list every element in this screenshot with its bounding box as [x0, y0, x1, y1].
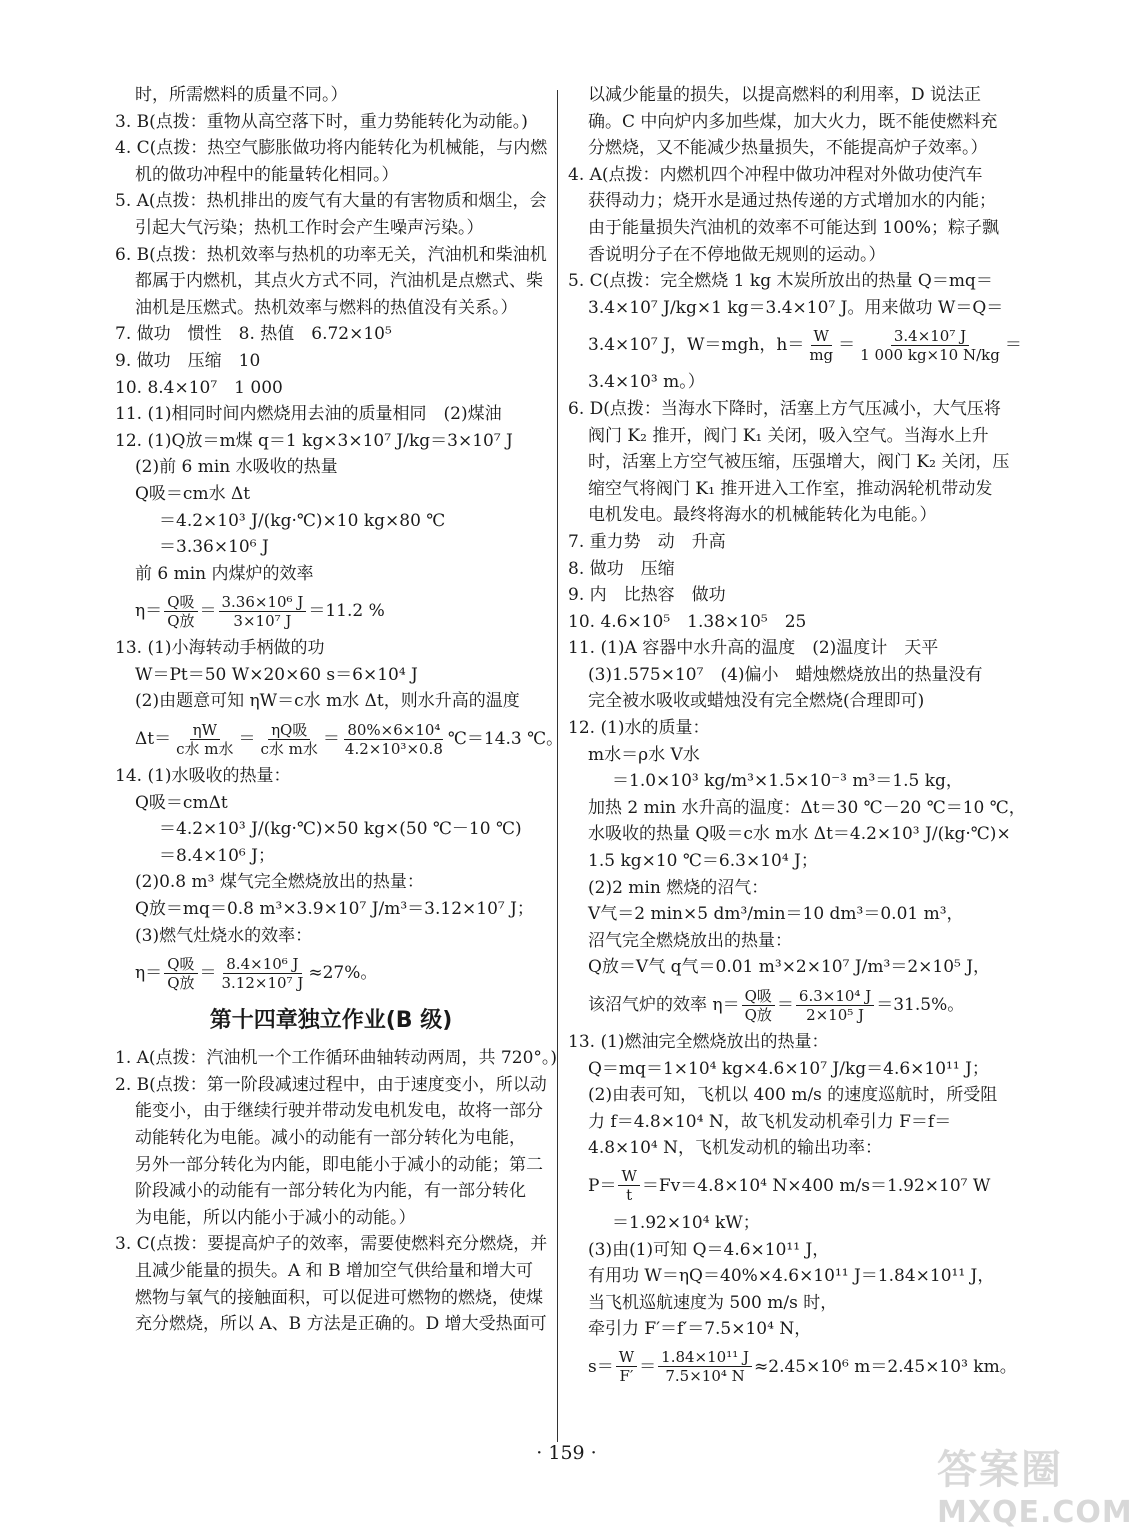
denominator: c水 m水 [260, 739, 318, 758]
formula-text: ＝ [199, 600, 217, 621]
formula-line: Q吸＝cmΔt [135, 792, 228, 813]
answer-item: 9. 内 比热容 做功 [568, 585, 726, 606]
text-line: 机的做功冲程中的能量转化相同。） [135, 164, 399, 185]
formula-text: η＝ [135, 962, 163, 983]
answer-item: 7. 做功 惯性 8. 热值 6.72×10⁵ [115, 324, 392, 345]
fraction [164, 955, 197, 992]
left-column [115, 82, 564, 1338]
answer-item: 6. D(点拨：当海水下降时，活塞上方气压减小，大气压将 [568, 398, 1001, 419]
text-line: 油机是压燃式。热机效率与燃料的热值没有关系。） [135, 297, 518, 318]
text-line: (2)2 min 燃烧的沼气： [588, 877, 769, 898]
formula-line: 3.4×10⁷ J/kg×1 kg＝3.4×10⁷ J。用来做功 W＝Q＝ [588, 297, 1004, 318]
formula-text: ≈27%。 [308, 962, 378, 983]
numerator: ηW [190, 721, 220, 740]
text-line: 香说明分子在不停地做无规则的运动。） [588, 244, 886, 265]
answer-item: 13. (1)燃油完全燃烧放出的热量： [568, 1032, 829, 1052]
formula-line: m水＝ρ水 V水 [588, 744, 700, 765]
column-divider [557, 90, 558, 1442]
answer-item: 3. C(点拨：要提高炉子的效率，需要使燃料充分燃烧，并 [115, 1234, 548, 1255]
denominator: 4.2×10³×0.8 [344, 739, 443, 758]
formula-text: ＝Fv＝4.8×10⁴ N×400 m/s＝1.92×10⁷ W [641, 1175, 991, 1196]
formula-line: V气＝2 min×5 dm³/min＝10 dm³＝0.01 m³， [588, 904, 964, 925]
formula-text: ＝31.5%。 [876, 994, 965, 1015]
formula-line: 牵引力 F′＝f′＝7.5×10⁴ N， [588, 1319, 812, 1340]
formula-line: ＝4.2×10³ J/(kg·℃)×10 kg×80 ℃ [159, 510, 446, 531]
answer-item: 4. C(点拨：热空气膨胀做功将内能转化为机械能，与内燃 [115, 138, 548, 159]
temperature-formula [115, 715, 563, 763]
formula-text: ＝ [1004, 335, 1022, 356]
text-line: (2)前 6 min 水吸收的热量 [135, 457, 338, 478]
text-line: 阶段减小的动能有一部分转化为内能，有一部分转化 [135, 1181, 526, 1202]
text-line: 4.8×10⁴ N，飞机发动机的输出功率： [588, 1138, 883, 1159]
numerator: ηQ吸 [268, 721, 310, 740]
answer-item: 14. (1)水吸收的热量： [115, 766, 291, 787]
numerator: Q吸 [164, 955, 197, 974]
answer-item: 7. 重力势 动 升高 [568, 531, 726, 552]
formula-line: 1.5 kg×10 ℃＝6.3×10⁴ J； [588, 851, 818, 872]
text-line: 动能转化为电能。减小的动能有一部分转化为电能， [135, 1128, 526, 1148]
answer-item: 3. B(点拨：重物从高空落下时，重力势能转化为动能。) [115, 111, 528, 132]
formula-line: Q放＝mq＝0.8 m³×3.9×10⁷ J/m³＝3.12×10⁷ J； [135, 899, 534, 920]
formula-text: η＝ [135, 600, 163, 621]
equals-sign: ＝ [838, 335, 856, 356]
fraction [173, 721, 236, 758]
text-line: 充分燃烧，所以 A、B 方法是正确的。D 增大受热面可 [135, 1314, 547, 1335]
denominator: Q放 [167, 611, 195, 630]
answer-item: 12. (1)Q放＝m煤 q＝1 kg×3×10⁷ J/kg＝3×10⁷ J [115, 430, 513, 451]
formula-line: ＝3.36×10⁶ J [159, 537, 269, 558]
numerator: 1.84×10¹¹ J [658, 1348, 752, 1367]
answer-item: 11. (1)A 容器中水升高的温度 (2)温度计 天平 [568, 638, 939, 659]
text-line: (3)由(1)可知 Q＝4.6×10¹¹ J， [588, 1239, 830, 1260]
fraction [258, 721, 321, 758]
text-line: 加热 2 min 水升高的温度：Δt＝30 ℃－20 ℃＝10 ℃， [588, 797, 1026, 818]
text-line: (3)燃气灶烧水的效率： [135, 925, 313, 946]
page-number: · 159 · [536, 1442, 597, 1464]
efficiency-formula [115, 587, 385, 635]
text-line: 时，活塞上方空气被压缩，压强增大，阀门 K₂ 关闭，压 [588, 452, 1010, 473]
fraction [164, 593, 197, 630]
text-line: (2)由题意可知 ηW＝c水 m水 Δt，则水升高的温度 [135, 691, 520, 712]
text-line: 引起大气污染；热机工作时会产生噪声污染。） [135, 217, 484, 238]
numerator: W [618, 1167, 639, 1186]
text-line: 获得动力；烧开水是通过热传递的方式增加水的内能； [588, 191, 996, 212]
numerator: Q吸 [164, 593, 197, 612]
denominator: mg [809, 345, 834, 364]
text-line: 时，所需燃料的质量不同。） [135, 85, 348, 105]
formula-line: ＝8.4×10⁶ J； [159, 845, 275, 866]
denominator: 1 000 kg×10 N/kg [860, 345, 1000, 364]
distance-formula [568, 1343, 1017, 1391]
formula-text: ＝11.2 % [308, 600, 385, 621]
text-line: (3)1.575×10⁷ (4)偏小 蜡烛燃烧放出的热量没有 [588, 664, 983, 685]
denominator: Q放 [167, 973, 195, 992]
equals-sign: ＝ [322, 728, 340, 749]
fraction [342, 721, 446, 758]
text-line: 完全被水吸收或蜡烛没有完全燃烧(合理即可) [588, 691, 925, 712]
text-line: 另外一部分转化为内能，即电能小于减小的动能；第二 [135, 1154, 543, 1175]
text-line: 当飞机巡航速度为 500 m/s 时， [588, 1292, 838, 1313]
answer-item: 5. C(点拨：完全燃烧 1 kg 木炭所放出的热量 Q＝mq＝ [568, 271, 993, 292]
numerator: W [616, 1348, 637, 1367]
formula-text: 该沼气炉的效率 η＝ [588, 994, 740, 1015]
fraction [219, 593, 307, 630]
formula-text: P＝ [588, 1175, 617, 1196]
text-line: 以减少能量的损失，以提高燃料的利用率，D 说法正 [588, 85, 982, 105]
power-formula [568, 1162, 990, 1210]
text-line: 燃物与氧气的接触面积，可以促进可燃物的燃烧，使煤 [135, 1287, 543, 1308]
watermark-url: MXQE.COM [937, 1495, 1133, 1530]
answer-item: 11. (1)相同时间内燃烧用去油的质量相同 (2)煤油 [115, 404, 502, 425]
text-line: 缩空气将阀门 K₁ 推开进入工作室，推动涡轮机带动发 [588, 478, 993, 499]
equals-sign: ＝ [639, 1356, 657, 1377]
equals-sign: ＝ [199, 962, 217, 983]
numerator: 6.3×10⁴ J [796, 987, 874, 1006]
text-line: 沼气完全燃烧放出的热量： [588, 930, 792, 951]
numerator: Q吸 [742, 987, 775, 1006]
denominator: 2×10⁵ J [806, 1005, 865, 1024]
efficiency-formula [568, 981, 964, 1029]
formula-text: ℃＝14.3 ℃。 [447, 728, 564, 749]
text-line: 确。C 中向炉内多加些煤，加大火力，既不能使燃料充 [588, 111, 998, 132]
text-line: 水吸收的热量 Q吸＝c水 m水 Δt＝4.2×10³ J/(kg·℃)× [588, 824, 1011, 845]
formula-line: ＝4.2×10³ J/(kg·℃)×50 kg×(50 ℃－10 ℃) [159, 819, 522, 840]
formula-line: Q放＝V气 q气＝0.01 m³×2×10⁷ J/m³＝2×10⁵ J， [588, 957, 991, 978]
numerator: 8.4×10⁶ J [223, 955, 301, 974]
formula-line: Q＝mq＝1×10⁴ kg×4.6×10⁷ J/kg＝4.6×10¹¹ J； [588, 1058, 989, 1079]
formula-line: 3.4×10³ m。） [588, 372, 705, 393]
formula-line: 有用功 W＝ηQ＝40%×4.6×10¹¹ J＝1.84×10¹¹ J， [588, 1266, 995, 1287]
formula-text: 3.4×10⁷ J，W＝mgh，h＝ [588, 335, 805, 356]
answer-item: 2. B(点拨：第一阶段减速过程中，由于速度变小，所以动 [115, 1074, 547, 1095]
numerator: 3.4×10⁷ J [891, 327, 969, 346]
denominator: t [626, 1186, 633, 1205]
denominator: c水 m水 [176, 739, 234, 758]
formula-line: ＝1.92×10⁴ kW； [612, 1212, 760, 1233]
text-line: 且减少能量的损失。A 和 B 增加空气供给量和增大可 [135, 1260, 533, 1281]
text-line: 电机发电。最终将海水的机械能转化为电能。） [588, 505, 937, 526]
answer-item: 9. 做功 压缩 10 [115, 350, 261, 371]
text-line: 分燃烧，又不能减少热量损失，不能提高炉子效率。） [588, 138, 988, 159]
answer-item: 4. A(点拨：内燃机四个冲程中做功冲程对外做功使汽车 [568, 164, 983, 185]
denominator: Q放 [744, 1005, 772, 1024]
fraction [796, 987, 874, 1024]
answer-item: 10. 8.4×10⁷ 1 000 [115, 377, 283, 398]
fraction [742, 987, 775, 1024]
answer-item: 10. 4.6×10⁵ 1.38×10⁵ 25 [568, 611, 807, 632]
numerator: 3.36×10⁶ J [219, 593, 307, 612]
text-line: 能变小，由于继续行驶并带动发电机发电，故将一部分 [135, 1101, 543, 1122]
equals-sign: ＝ [776, 994, 794, 1015]
denominator: 3×10⁷ J [233, 611, 292, 630]
answer-item: 5. A(点拨：热机排出的废气有大量的有害物质和烟尘，会 [115, 191, 547, 212]
fraction [219, 955, 307, 992]
text-line: 为电能，所以内能小于减小的动能。） [135, 1207, 416, 1228]
fraction [616, 1348, 637, 1385]
formula-text: ≈2.45×10⁶ m＝2.45×10³ km。 [754, 1356, 1017, 1377]
formula-text: s＝ [588, 1356, 614, 1377]
answer-item: 8. 做功 压缩 [568, 558, 675, 579]
denominator: 3.12×10⁷ J [221, 973, 304, 992]
text-line: (2)0.8 m³ 煤气完全燃烧放出的热量： [135, 872, 424, 893]
equals-sign: ＝ [238, 728, 256, 749]
formula-line: W＝Pt＝50 W×20×60 s＝6×10⁴ J [135, 664, 418, 685]
right-column [568, 82, 1026, 1391]
answer-item: 1. A(点拨：汽油机一个工作循环曲轴转动两周，共 720°。) [115, 1048, 558, 1069]
watermark-text: 答案圈 [937, 1447, 1063, 1493]
fraction [658, 1348, 752, 1385]
formula-line: ＝1.0×10³ kg/m³×1.5×10⁻³ m³＝1.5 kg， [612, 771, 963, 792]
numerator: 80%×6×10⁴ [344, 721, 443, 740]
efficiency-formula [115, 949, 377, 997]
fraction [806, 327, 836, 364]
text-line: (2)由表可知，飞机以 400 m/s 的速度巡航时，所受阻 [588, 1085, 998, 1106]
answer-item: 12. (1)水的质量： [568, 718, 710, 739]
formula-text: Δt＝ [135, 728, 172, 749]
text-line: 力 f＝4.8×10⁴ N，故飞机发动机牵引力 F＝f＝ [588, 1111, 952, 1132]
fraction [618, 1167, 639, 1204]
text-line: 阀门 K₂ 推开，阀门 K₁ 关闭，吸入空气。当海水上升 [588, 425, 989, 446]
text-line: 前 6 min 内煤炉的效率 [135, 563, 314, 584]
formula-line: Q吸＝cm水 Δt [135, 483, 251, 504]
answer-item: 13. (1)小海转动手柄做的功 [115, 638, 325, 659]
fraction [857, 327, 1003, 364]
denominator: F′ [619, 1367, 634, 1386]
section-heading: 第十四章独立作业(B 级) [209, 1008, 453, 1034]
watermark-logo [937, 1438, 1133, 1530]
denominator: 7.5×10⁴ N [665, 1367, 745, 1386]
text-line: 都属于内燃机，其点火方式不同，汽油机是点燃式、柴 [135, 271, 543, 292]
height-formula [568, 321, 1022, 369]
answer-item: 6. B(点拨：热机效率与热机的功率无关，汽油机和柴油机 [115, 244, 547, 265]
numerator: W [811, 327, 832, 346]
text-line: 由于能量损失汽油机的效率不可能达到 100%；粽子飘 [588, 217, 1000, 238]
